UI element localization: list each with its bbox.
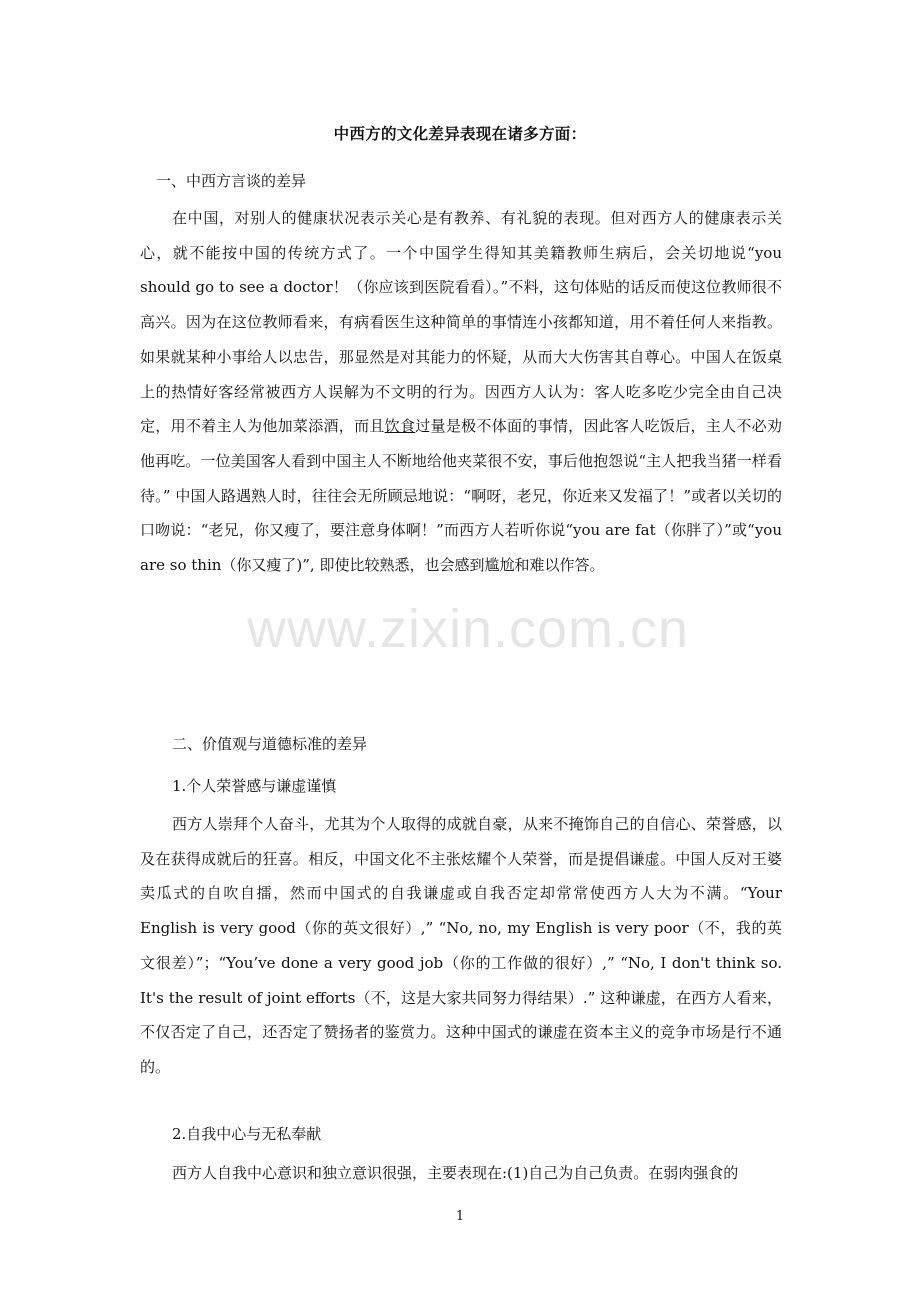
underlined-term: 饮食 bbox=[384, 417, 416, 436]
paragraph-1 bbox=[140, 201, 782, 583]
subsection-heading-1: 1.个人荣誉感与谦虚谨慎 bbox=[172, 777, 337, 795]
section-heading-2: 二、价值观与道德标准的差异 bbox=[172, 735, 368, 753]
paragraph-3 bbox=[140, 1156, 782, 1191]
document-title: 中西方的文化差异表现在诸多方面： bbox=[333, 124, 587, 143]
page-number: 1 bbox=[455, 1209, 465, 1224]
subsection-heading-2: 2.自我中心与无私奉献 bbox=[172, 1125, 322, 1143]
paragraph-2 bbox=[140, 807, 782, 1085]
paragraph-1-text-a: 在中国，对别人的健康状况表示关心是有教养、有礼貌的表现。但对西方人的健康表示关心，就不能按中国的传统方式了。一个中国学生得知其美籍教师生病后，会关切地说“you should go to see a doctor！（你应该到医院看看）。”不料，这句体贴的话反而使这位教师很不高兴。因为在这位教师看来，有病看医生这种简单的事情连小孩都知道，用不着任何人来指教。如果就某种小事给人以忠告，那显然是对其能力的怀疑，从而大大伤害其自尊心。中国人在饭桌上的热情好客经常被西方人误解为不文明的行为。因西方人认为：客人吃多吃少完全由自己决定，用不着主人为他加菜添酒，而且 bbox=[140, 209, 782, 436]
watermark: www.zixin.com.cn bbox=[246, 599, 690, 659]
paragraph-3-text: 西方人自我中心意识和独立意识很强，主要表现在:(1)自己为自己负责。在弱肉强食的 bbox=[172, 1164, 739, 1182]
paragraph-2-text: 西方人崇拜个人奋斗，尤其为个人取得的成就自豪，从来不掩饰自己的自信心、荣誉感，以及在获得成就后的狂喜。相反，中国文化不主张炫耀个人荣誉，而是提倡谦虚。中国人反对王婆卖瓜式的自吹自擂，然而中国式的自我谦虚或自我否定却常常使西方人大为不满。“Your English is very good（你的英文很好）,” “No, no, my English is very poor（不，我的英文很差）”；“You’ve done a very good job（你的工作做的很好）,” “No, I don't think so. It's the result of joint efforts（不，这是大家共同努力得结果）.” 这种谦虚，在西方人看来，不仅否定了自己，还否定了赞扬者的鉴赏力。这种中国式的谦虚在资本主义的竞争市场是行不通的。 bbox=[140, 815, 782, 1076]
paragraph-1-text-b: 过量是极不体面的事情，因此客人吃饭后，主人不必劝他再吃。一位美国客人看到中国主人不断地给他夹菜很不安，事后他抱怨说“主人把我当猪一样看待。” 中国人路遇熟人时，往往会无所顾忌地说：“啊呀，老兄，你近来又发福了！”或者以关切的口吻说：“老兄，你又瘦了，要注意身体啊！”而西方人若听你说“you are fat（你胖了）”或“you are so thin（你又瘦了)”, 即使比较熟悉，也会感到尴尬和难以作答。 bbox=[140, 417, 782, 575]
section-heading-1: 一、中西方言谈的差异 bbox=[156, 172, 307, 190]
